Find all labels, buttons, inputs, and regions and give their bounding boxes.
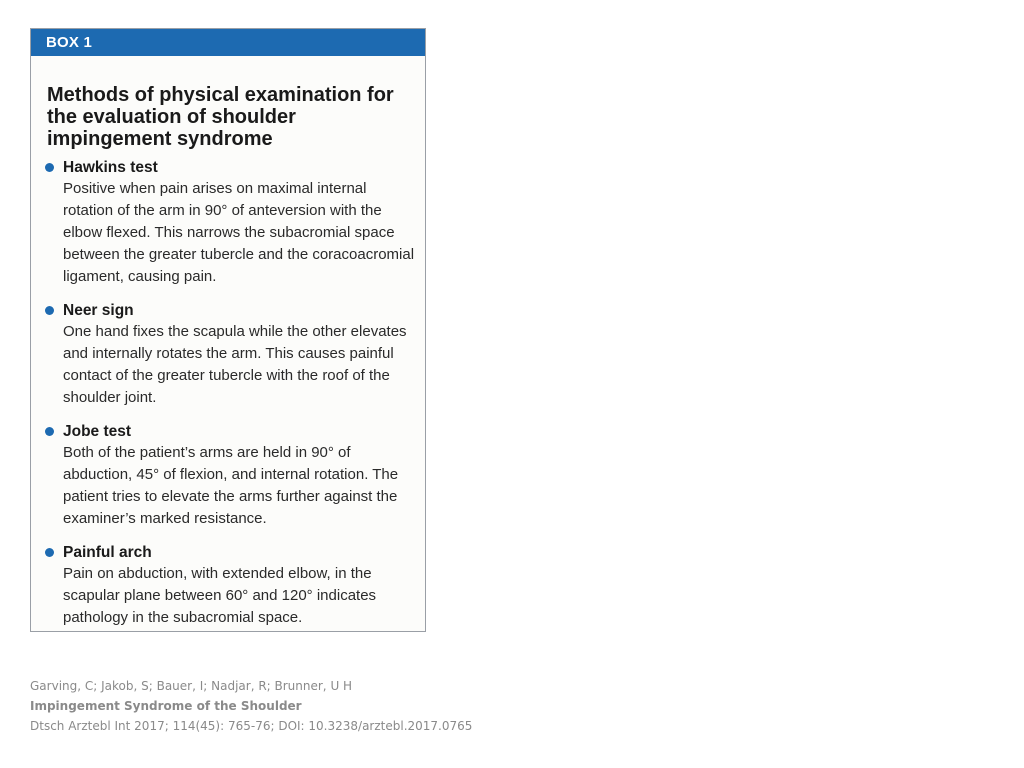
citation	[30, 676, 472, 736]
list-item-hawkins	[31, 158, 425, 288]
bullet-icon	[45, 427, 54, 436]
bullet-icon	[45, 306, 54, 315]
item-title: Hawkins test	[63, 159, 158, 176]
bullet-icon	[45, 163, 54, 172]
item-text: Positive when pain arises on maximal internal rotation of the arm in 90° of anteversion with the elbow flexed. This narrows the subacromial space between the greater tubercle and the coracoacromial ligament, causing pain.	[63, 180, 415, 285]
citation-title: Impingement Syndrome of the Shoulder	[30, 699, 302, 713]
item-text: Both of the patient’s arms are held in 90° of abduction, 45° of flexion, and internal rotation. The patient tries to elevate the arms further against the examiner’s marked resistance.	[63, 444, 399, 527]
citation-authors: Garving, C; Jakob, S; Bauer, I; Nadjar, R; Brunner, U H	[30, 679, 353, 693]
item-title: Jobe test	[63, 423, 132, 440]
item-title: Painful arch	[63, 544, 152, 561]
item-text: One hand fixes the scapula while the other elevates and internally rotates the arm. This causes painful contact of the greater tubercle with the roof of the shoulder joint.	[63, 323, 407, 406]
info-box	[30, 28, 426, 632]
citation-reference: Dtsch Arztebl Int 2017; 114(45): 765-76; DOI: 10.3238/arztebl.2017.0765	[30, 719, 473, 733]
list-item-painful-arch	[31, 543, 425, 629]
box-label: BOX 1	[31, 29, 425, 56]
item-text: Pain on abduction, with extended elbow, in the scapular plane between 60° and 120° indicates pathology in the subacromial space.	[63, 565, 377, 626]
box-title: Methods of physical examination for the evaluation of shoulder impingement syndrome	[47, 84, 394, 150]
list-item-jobe	[31, 422, 425, 530]
bullet-icon	[45, 548, 54, 557]
item-title: Neer sign	[63, 302, 134, 319]
list-item-neer	[31, 301, 425, 409]
exam-methods-list	[31, 158, 425, 629]
